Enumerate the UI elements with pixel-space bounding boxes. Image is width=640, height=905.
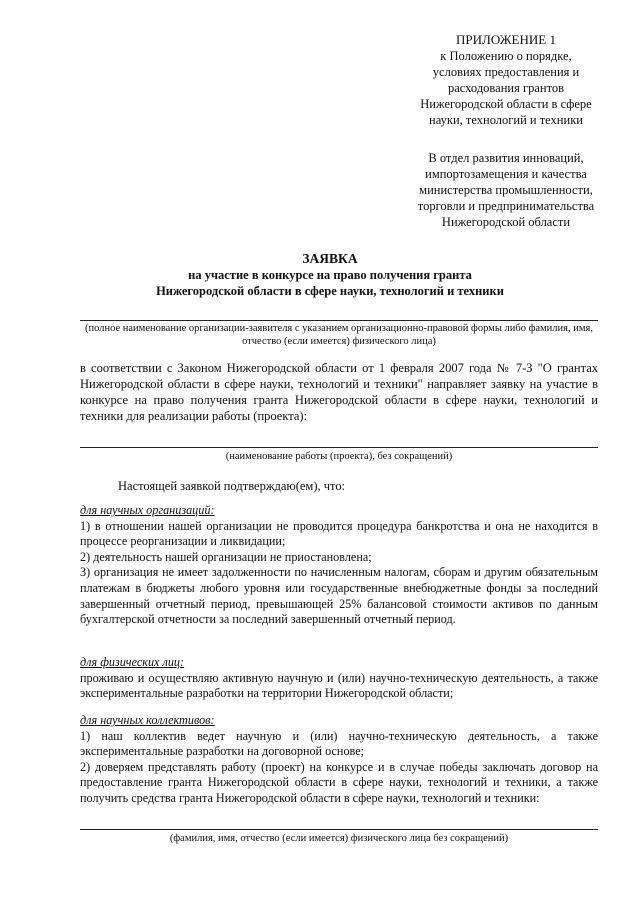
document-subtitle-line: на участие в конкурсе на право получения гранта: [188, 268, 472, 282]
list-item: 3) организация не имеет задолженности по начисленным налогам, сборам и другим обязательным платежам в бюджеты любого уровня или государственные внебюджетные фонды за последний завершенный отчетный период, превышающей 25% балансовой стоимости активов по данным бухгалтерской отчетности за последний завершенный отчетный период.: [80, 565, 598, 627]
section-scientific-teams: [80, 713, 598, 807]
person-caption: (фамилия, имя, отчество (если имеется) физического лица без сокращений): [169, 833, 509, 844]
project-name-line[interactable]: [80, 447, 598, 448]
applicant-name-line[interactable]: [80, 320, 598, 321]
list-item: 2) деятельность нашей организации не приостановлена;: [80, 549, 372, 564]
appendix-line: условиях предоставления и: [432, 65, 580, 79]
appendix-line: к Положению о порядке,: [440, 49, 572, 63]
confirm-statement: Настоящей заявкой подтверждаю(ем), что:: [118, 479, 346, 493]
appendix-title: ПРИЛОЖЕНИЕ 1: [456, 32, 556, 47]
document-title: ЗАЯВКА: [302, 251, 358, 266]
appendix-line: науки, технологий и техники: [429, 113, 583, 127]
list-item: 1) наш коллектив ведет научную и (или) научно-техническую деятельность, а также экспериментальные разработки на договорной основе;: [80, 728, 598, 759]
list-item: 1) в отношении нашей организации не проводится процедура банкротства и она не находится в процессе реорганизации и ликвидации;: [80, 518, 598, 549]
addressee-line: министерства промышленности,: [419, 183, 593, 197]
appendix-line: Нижегородской области в сфере: [420, 97, 592, 111]
applicant-caption: (полное наименование организации-заявителя с указанием организационно-правовой формы либо фамилия, имя, отчество (если имеется) физического лица): [85, 323, 593, 347]
section-scientific-orgs: [80, 503, 598, 628]
section-heading: для научных коллективов:: [80, 713, 215, 727]
appendix-block: [400, 32, 612, 128]
addressee-block: [400, 150, 612, 230]
document-subtitle-line: Нижегородской области в сфере науки, технологий и техники: [156, 284, 504, 298]
person-name-line[interactable]: [80, 829, 598, 830]
section-heading: для физических лиц:: [80, 655, 185, 669]
addressee-line: торговли и предпринимательства: [417, 199, 595, 213]
section-heading: для научных организаций:: [80, 503, 215, 517]
appendix-line: расходования грантов: [447, 81, 565, 95]
intro-paragraph: в соответствии с Законом Нижегородской области от 1 февраля 2007 года № 7-З "О грантах Нижегородской области в сфере науки, технологий и техники" направляет заявку на участие в конкурсе на право получения гранта Нижегородской области в сфере науки, технологий и техники для реализации работы (проекта):: [80, 361, 598, 423]
section-individuals: [80, 655, 598, 702]
addressee-line: импортозамещения и качества: [425, 167, 587, 181]
addressee-line: В отдел развития инноваций,: [428, 151, 584, 165]
document-heading: [60, 251, 600, 299]
addressee-line: Нижегородской области: [441, 215, 571, 229]
project-caption: (наименование работы (проекта), без сокращений): [225, 451, 453, 462]
section-text: проживаю и осуществляю активную научную и (или) научно-техническую деятельность, а также экспериментальные разработки на территории Нижегородской области;: [80, 670, 598, 701]
list-item: 2) доверяем представлять работу (проект) на конкурсе и в случае победы заключать договор на предоставление гранта Нижегородской области в сфере науки, технологий и техники, а также получить средства гранта Нижегородской области в сфере науки, технологий и техники:: [80, 759, 598, 805]
